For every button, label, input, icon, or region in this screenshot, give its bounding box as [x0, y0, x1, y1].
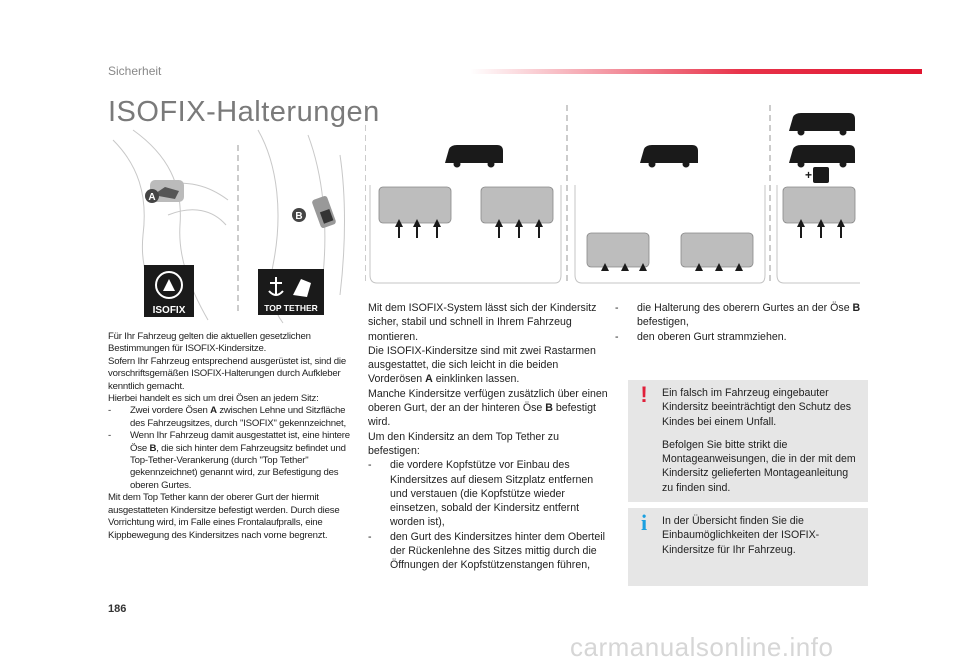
- intro-text: [108, 331, 356, 542]
- isofix-badge-label: ISOFIX: [152, 305, 186, 316]
- seat-layout-diagram: [365, 105, 865, 295]
- col2-p4: Um den Kindersitz an dem Top Tether zu befestigen:: [368, 430, 559, 457]
- col2-list-item: - den Gurt des Kindersitzes hinter dem Oberteil der Rückenlehne des Sitzes mittig durch die Öffnungen der Kopfstützenstangen führen,: [368, 530, 605, 572]
- page-title: ISOFIX-Halterungen: [108, 96, 380, 128]
- isofix-seat-illustration: [108, 125, 348, 325]
- svg-text:+: +: [805, 168, 813, 182]
- instructions-continued: [615, 301, 865, 344]
- label-b: B: [295, 211, 303, 222]
- col2-p1: Mit dem ISOFIX-System lässt sich der Kindersitz sicher, stabil und schnell in Ihrem Fahrzeug montieren.: [368, 302, 597, 343]
- info-box: [628, 508, 868, 586]
- warning-icon: !: [640, 382, 648, 407]
- col2-p2: Die ISOFIX-Kindersitze sind mit zwei Rastarmen ausgestattet, die sich leicht in die beiden Vorderösen A einklinken lassen.: [368, 344, 596, 386]
- col3-list-item: - den oberen Gurt strammziehen.: [615, 330, 787, 343]
- header-accent-line: [470, 69, 922, 74]
- col1-p1: Für Ihr Fahrzeug gelten die aktuellen gesetzlichen Bestimmungen für ISOFIX-Kindersitze.: [108, 331, 311, 355]
- warning-p1: Ein falsch im Fahrzeug eingebauter Kindersitz beeinträchtigt den Schutz des Kindes bei einem Unfall.: [662, 387, 852, 428]
- col3-list-item: - die Halterung des oberern Gurtes an der Öse B befestigen,: [615, 302, 861, 329]
- col2-list-item: - die vordere Kopfstütze vor Einbau des Kindersitzes auf diesem Sitzplatz entfernen und verstauen (die Kopfstütze wieder einsetzen, sobald der Kindersitz entfernt worden ist),: [368, 459, 594, 529]
- watermark: carmanualsonline.info: [570, 632, 834, 662]
- col1-p3: Hierbei handelt es sich um drei Ösen an jedem Sitz:: [108, 393, 319, 405]
- col1-list-item: - Zwei vordere Ösen A zwischen Lehne und Sitzfläche des Fahrzeugsitzes, durch "ISOFIX" gekennzeichnet,: [108, 405, 346, 429]
- warning-p2: Befolgen Sie bitte strikt die Montageanweisungen, die in der mit dem Kindersitz gelieferten Montageanleitung zu finden sind.: [662, 438, 856, 494]
- info-p1: In der Übersicht finden Sie die Einbaumöglichkeiten der ISOFIX-Kindersitze für Ihr Fahrzeug.: [662, 515, 820, 556]
- tether-badge-label: TOP TETHER: [264, 303, 318, 313]
- instructions-text: [368, 301, 608, 573]
- info-icon: i: [640, 510, 648, 535]
- page-number: 186: [108, 603, 127, 615]
- van-icon: [445, 113, 855, 168]
- col1-p2: Sofern Ihr Fahrzeug entsprechend ausgerüstet ist, sind die vorschriftsgemäßen ISOFIX-Halterungen durch Aufkleber kenntlich gemacht.: [108, 355, 346, 392]
- warning-box: [628, 380, 868, 502]
- col1-list-item: - Wenn Ihr Fahrzeug damit ausgestattet ist, eine hintere Öse B, die sich hinter dem Fahrzeugsitz befindet und Top-Tether-Verankerung (durch "Top Tether" gekennzeichnet) genannt wird, zur Befestigung des oberen Gurtes.: [108, 430, 350, 491]
- section-label: Sicherheit: [108, 64, 162, 78]
- label-a: A: [148, 192, 156, 203]
- col1-p4: Mit dem Top Tether kann der oberer Gurt der hiermit ausgestatteten Kindersitze befestigt werden. Durch diese Vorrichtung wird, im Falle eines Frontalaufpralls, eine Kippbewegung des Kindersitzes nach vorne begrenzt.: [108, 492, 340, 541]
- col2-p3: Manche Kindersitze verfügen zusätzlich über einen oberen Gurt, der an der hinteren Öse B befestigt wird.: [368, 387, 608, 429]
